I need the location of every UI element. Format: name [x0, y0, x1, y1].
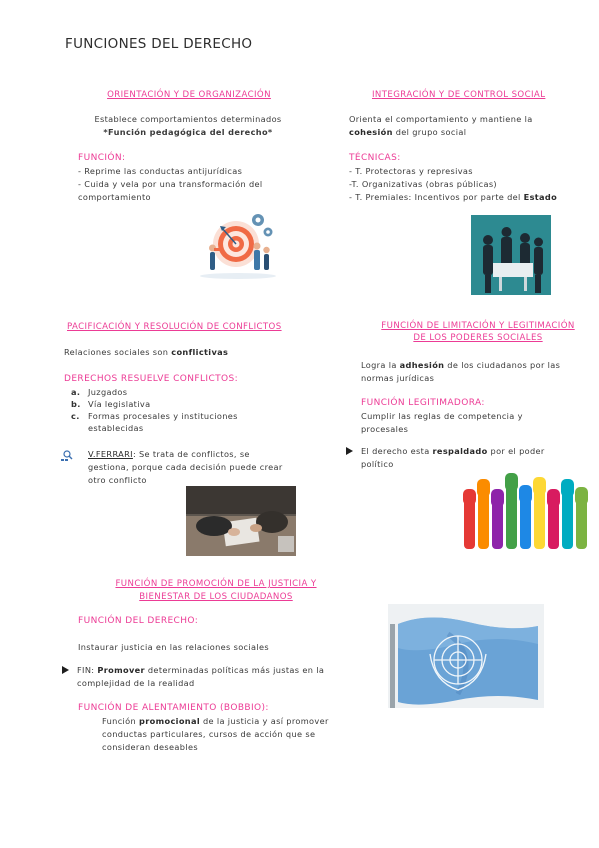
- sec5-fin-line1: FIN: Promover determinadas políticas más justas en la: [77, 665, 325, 675]
- sec4-heading-1: FUNCIÓN DE LIMITACIÓN Y LEGITIMACIÓN: [381, 321, 575, 331]
- sec4-text1: Cumplir las reglas de competencia y: [361, 411, 523, 421]
- sec4-text2: procesales: [361, 424, 409, 434]
- un-flag-image: [388, 604, 544, 708]
- contract-signing-photo: [186, 486, 296, 556]
- sec4-label: FUNCIÓN LEGITIMADORA:: [361, 398, 485, 408]
- business-meeting-photo: [471, 215, 551, 295]
- arrow-bullet-icon: [346, 447, 353, 455]
- page-title: FUNCIONES DEL DERECHO: [65, 36, 253, 52]
- sec1-item1: - Reprime las conductas antijurídicas: [78, 166, 243, 176]
- sec1-line1: Establece comportamientos determinados: [94, 114, 282, 124]
- sec5-label2: FUNCIÓN DE ALENTAMIENTO (BOBBIO):: [78, 703, 269, 713]
- sec5-alt-line2: conductas particulares, cursos de acción que se: [102, 729, 316, 739]
- list-item-continuation: establecidas: [88, 423, 144, 433]
- sec2-item3: - T. Premiales: Incentivos por parte del Estado: [349, 192, 558, 202]
- sec5-fin-line2: complejidad de la realidad: [77, 678, 195, 688]
- sec1-label: FUNCIÓN:: [78, 153, 126, 163]
- arrow-bullet-icon: [62, 666, 69, 674]
- sec5-heading-1: FUNCIÓN DE PROMOCIÓN DE LA JUSTICIA Y: [115, 579, 317, 589]
- sec1-item2b: comportamiento: [78, 192, 151, 202]
- sec4-line2: normas jurídicas: [361, 373, 435, 383]
- sec4-arrow-line1: El derecho esta respaldado por el poder: [361, 446, 545, 456]
- list-item: a. Juzgados: [71, 387, 128, 397]
- sec3-heading: PACIFICACIÓN Y RESOLUCIÓN DE CONFLICTOS: [67, 322, 282, 332]
- sec2-item2: -T. Organizativas (obras públicas): [349, 179, 497, 189]
- sec2-label: TÉCNICAS:: [349, 153, 401, 163]
- sec5-label1: FUNCIÓN DEL DERECHO:: [78, 616, 199, 626]
- sec1-heading: ORIENTACIÓN Y DE ORGANIZACIÓN: [107, 90, 271, 100]
- sec5-alt-line1: Función promocional de la justicia y así promover: [102, 716, 329, 726]
- sec4-heading-2: DE LOS PODERES SOCIALES: [413, 333, 543, 343]
- ferrari-line1: V.FERRARI: Se trata de conflictos, se: [88, 449, 250, 459]
- sec5-text1: Instaurar justicia en las relaciones sociales: [78, 642, 270, 652]
- ferrari-line3: otro conflicto: [88, 475, 147, 485]
- sec2-item1: - T. Protectoras y represivas: [349, 166, 473, 176]
- sec3-line1: Relaciones sociales son conflictivas: [64, 347, 229, 357]
- sec2-heading: INTEGRACIÓN Y DE CONTROL SOCIAL: [372, 90, 546, 100]
- sec1-item2a: - Cuida y vela por una transformación del: [78, 179, 263, 189]
- raised-hands-image: [460, 471, 596, 549]
- sec4-line1: Logra la adhesión de los ciudadanos por las: [361, 360, 561, 370]
- sec2-line1: Orienta el comportamiento y mantiene la: [349, 114, 533, 124]
- list-item: c. Formas procesales y instituciones: [71, 411, 238, 421]
- sec3-label: DERECHOS RESUELVE CONFLICTOS:: [64, 374, 239, 384]
- sec5-heading-2: BIENESTAR DE LOS CIUDADANOS: [139, 592, 293, 602]
- sec5-alt-line3: consideran deseables: [102, 742, 198, 752]
- sec4-arrow-line2: político: [361, 459, 394, 469]
- sec2-line2: cohesión del grupo social: [349, 127, 467, 137]
- people-search-icon: [60, 449, 74, 461]
- ferrari-line2: gestiona, porque cada decisión puede crear: [88, 462, 283, 472]
- list-item: b. Vía legislativa: [71, 399, 151, 409]
- sec1-line2: *Función pedagógica del derecho*: [103, 127, 273, 137]
- target-illustration: [198, 208, 280, 280]
